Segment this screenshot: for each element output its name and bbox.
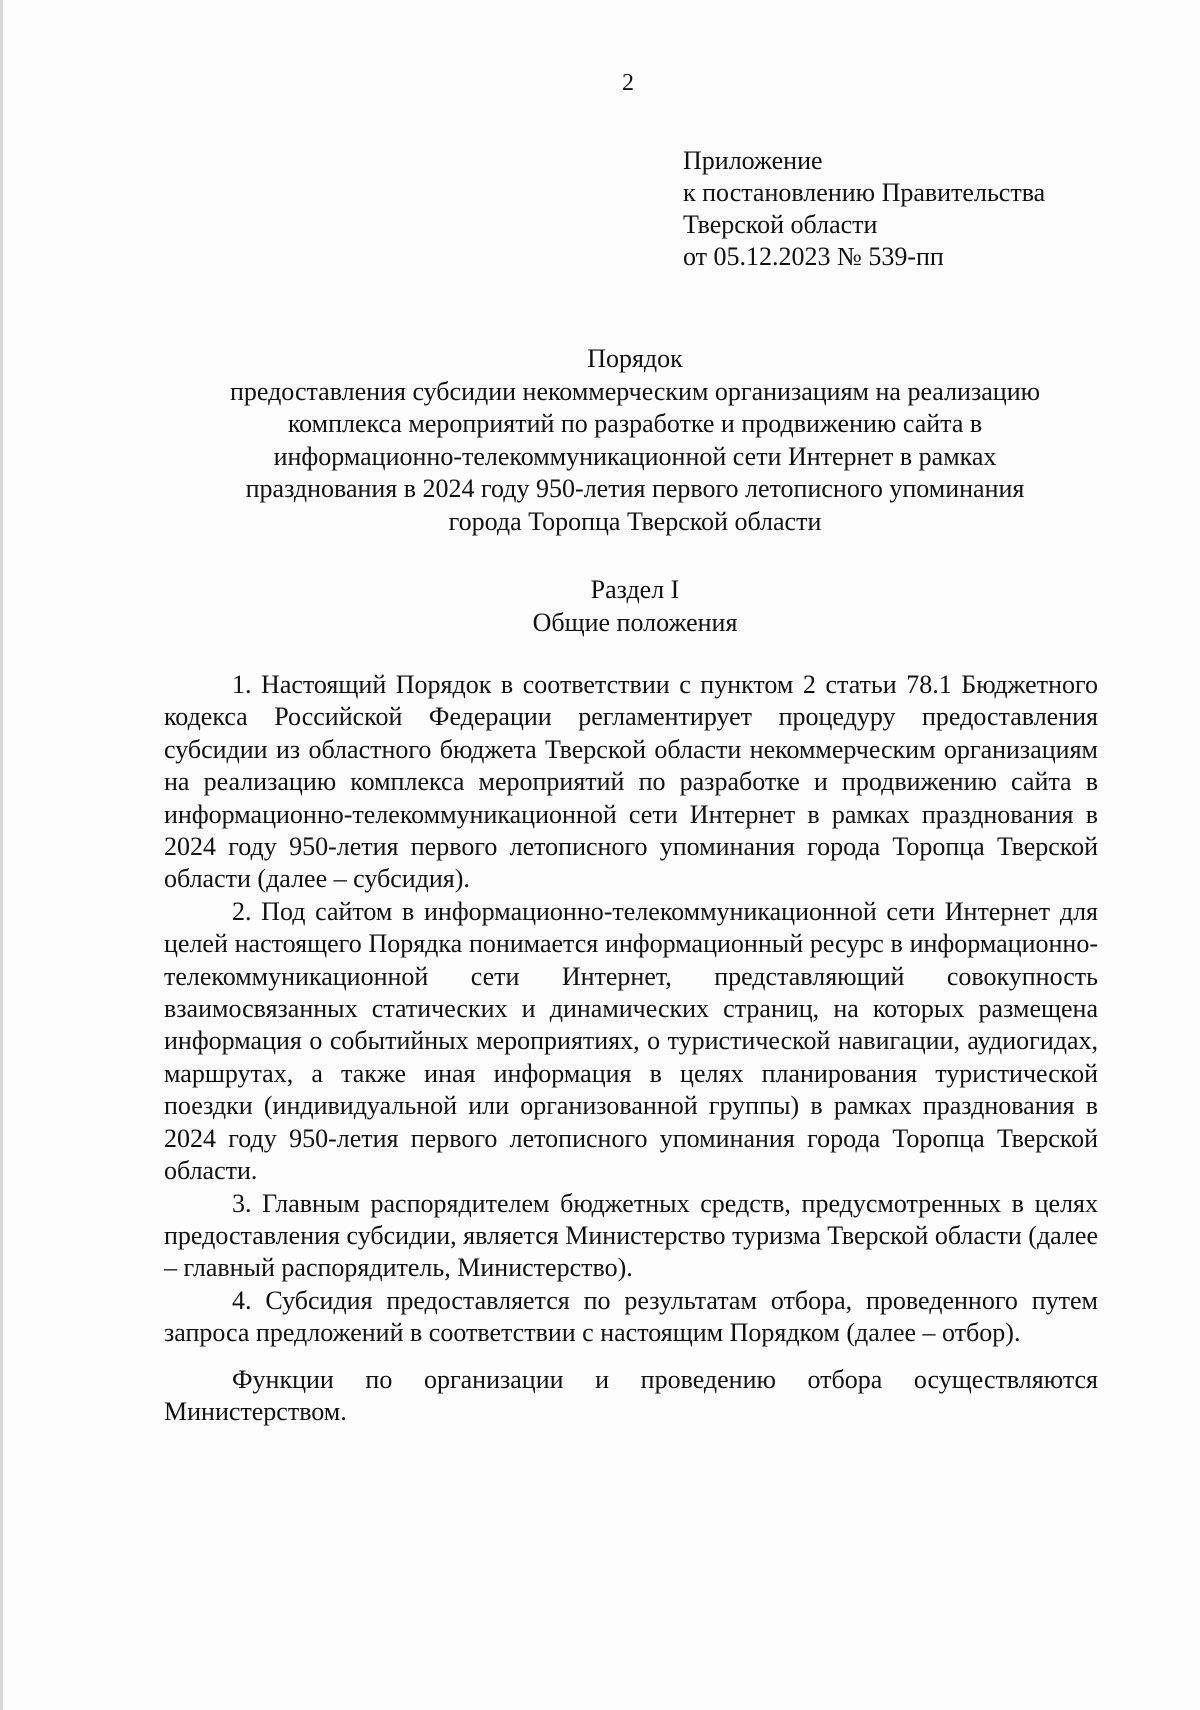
title-line: города Торопца Тверской области xyxy=(448,506,822,536)
paragraph-1: 1. Настоящий Порядок в соответствии с пунктом 2 статьи 78.1 Бюджетного кодекса Российской Федерации регламентирует процедуру предоставления субсидии из областного бюджета Тверской области некоммерческим организациям на реализацию комплекса мероприятий по разработке и продвижению сайта в информационно-телекоммуникационной сети Интернет в рамках празднования в 2024 году 950-летия первого летописного упоминания города Торопца Тверской области (далее – субсидия). xyxy=(164,670,1098,894)
title-heading: Порядок xyxy=(587,344,683,373)
title-line: комплекса мероприятий по разработке и продвижению сайта в xyxy=(287,409,983,438)
scan-edge xyxy=(0,0,3,1710)
annex-line: Приложение xyxy=(683,146,823,175)
annex-line: к постановлению Правительства xyxy=(683,178,1046,207)
annex-block xyxy=(683,145,1045,273)
section-name: Общие положения xyxy=(532,608,738,637)
paragraph-5: Функции по организации и проведению отбора осуществляются Министерством. xyxy=(164,1364,1098,1426)
document-title xyxy=(160,343,1110,538)
annex-line: Тверской области xyxy=(683,210,878,239)
page-number: 2 xyxy=(622,70,634,96)
title-line: празднования в 2024 году 950-летия первого летописного упоминания xyxy=(245,474,1025,503)
annex-line: от 05.12.2023 № 539-пп xyxy=(683,242,944,271)
section-number: Раздел I xyxy=(590,575,680,604)
title-line: предоставления субсидии некоммерческим организациям на реализацию xyxy=(229,376,1041,406)
title-line: информационно-телекоммуникационной сети Интернет в рамках xyxy=(273,441,997,471)
paragraph-2: 2. Под сайтом в информационно-телекоммуникационной сети Интернет для целей настоящего Порядка понимается информационный ресурс в информационно-телекоммуникационной сети Интернет, представляющий совокупность взаимосвязанных статических и динамических страниц, на которых размещена информация о событийных мероприятиях, о туристической навигации, аудиогидах, маршрутах, а также иная информация в целях планирования туристической поездки (индивидуальной или организованной группы) в рамках празднования в 2024 году 950-летия первого летописного упоминания города Торопца Тверской области. xyxy=(164,896,1098,1186)
section-heading xyxy=(160,573,1110,639)
document-body xyxy=(164,669,1098,1428)
paragraph-4: 4. Субсидия предоставляется по результатам отбора, проведенного путем запроса предложений в соответствии с настоящим Порядком (далее – отбор). xyxy=(164,1285,1098,1348)
paragraph-3: 3. Главным распорядителем бюджетных средств, предусмотренных в целях предоставления субсидии, является Министерство туризма Тверской области (далее – главный распорядитель, Министерство). xyxy=(164,1188,1098,1283)
